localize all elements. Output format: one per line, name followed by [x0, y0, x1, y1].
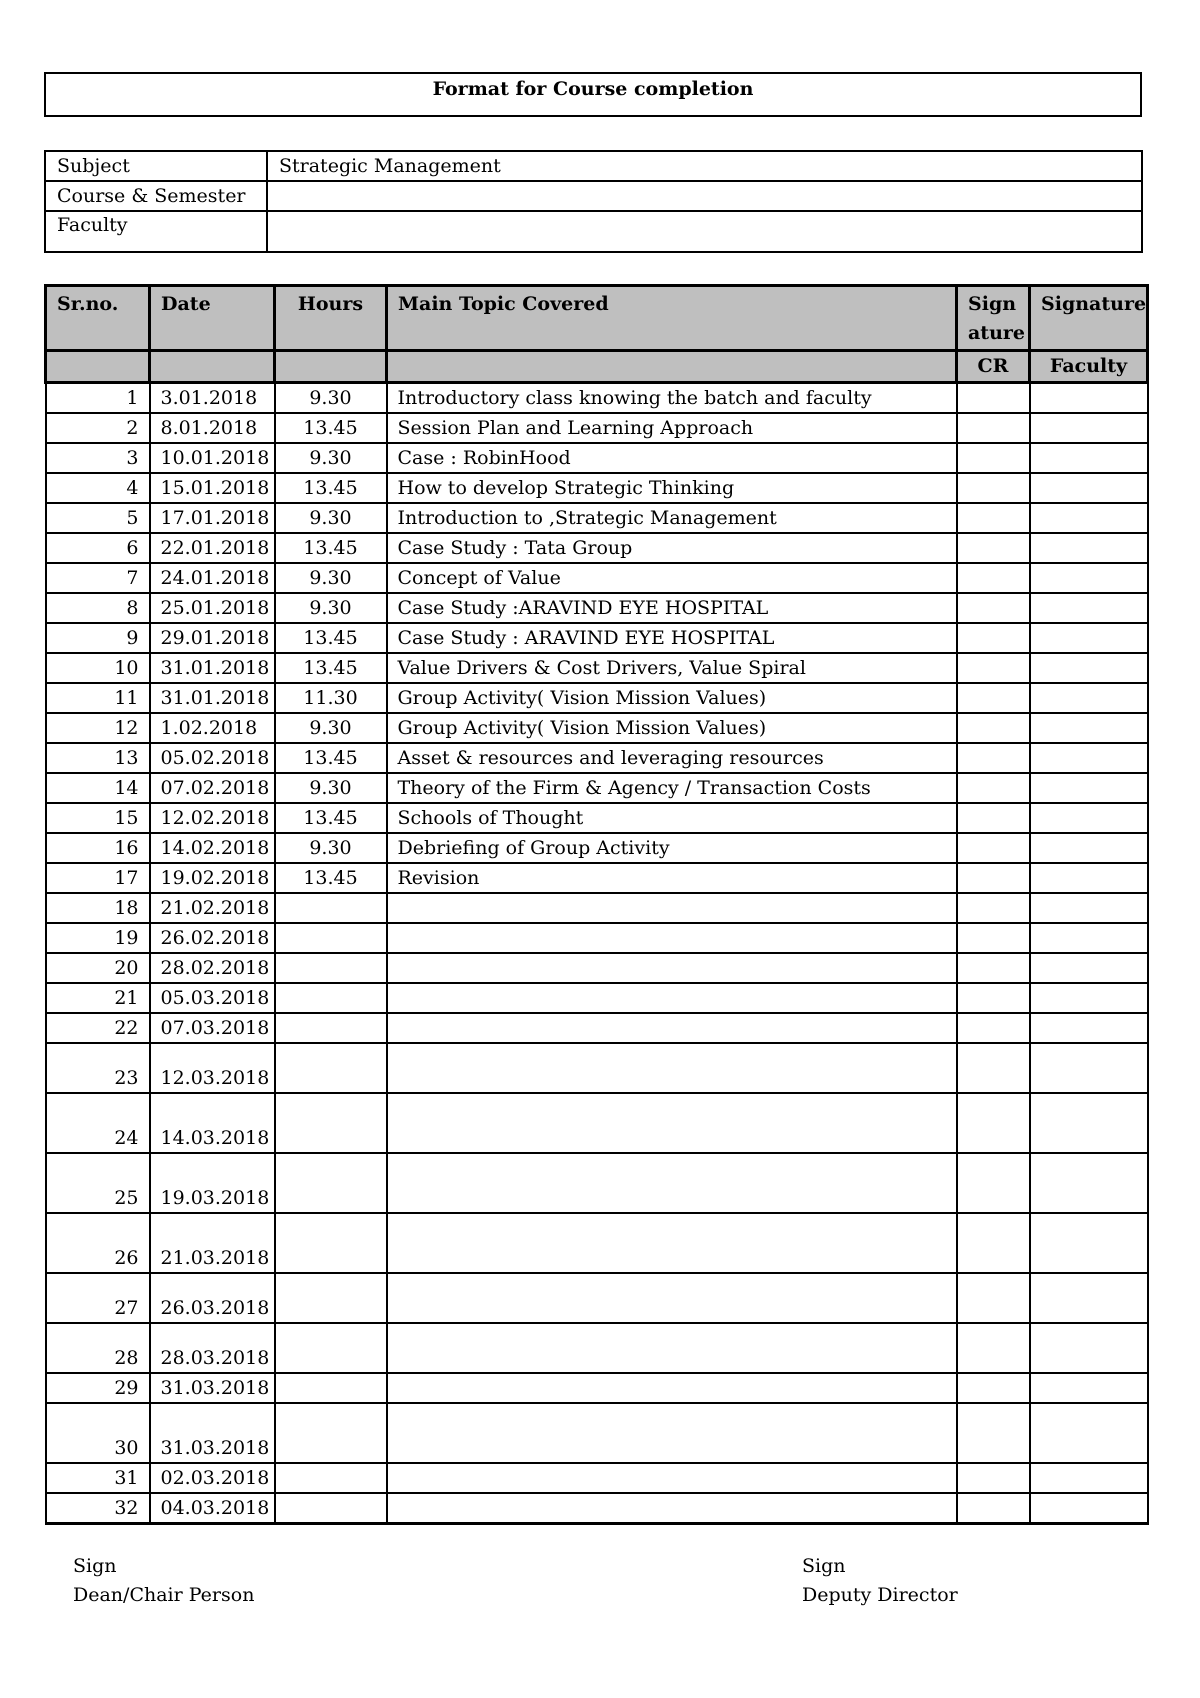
subject-label: Subject [45, 151, 267, 181]
signature-faculty-cell [1030, 803, 1148, 833]
subheader-row [46, 351, 1148, 383]
topic-cell [387, 1013, 957, 1043]
deputy-director-sign-label: Sign [802, 1555, 846, 1577]
subheader-blank [46, 351, 150, 383]
signature-cr-cell [957, 1403, 1030, 1463]
date-cell: 29.01.2018 [150, 623, 275, 653]
srno-cell: 16 [46, 833, 150, 863]
hours-cell: 9.30 [275, 503, 387, 533]
table-row [46, 563, 1148, 593]
signature-faculty-cell [1030, 503, 1148, 533]
signature-faculty-cell [1030, 1403, 1148, 1463]
date-cell: 24.01.2018 [150, 563, 275, 593]
hours-cell: 9.30 [275, 383, 387, 414]
hours-cell [275, 1153, 387, 1213]
signature-cr-cell [957, 953, 1030, 983]
signature-cr-cell [957, 773, 1030, 803]
course-semester-label: Course & Semester [45, 181, 267, 211]
signature-cr-cell [957, 1013, 1030, 1043]
hours-cell [275, 1463, 387, 1493]
hours-cell: 13.45 [275, 863, 387, 893]
hours-cell: 9.30 [275, 833, 387, 863]
topic-cell: Introductory class knowing the batch and faculty [387, 383, 957, 414]
topic-cell [387, 1403, 957, 1463]
topic-cell [387, 1093, 957, 1153]
faculty-label: Faculty [45, 211, 267, 252]
date-cell: 28.02.2018 [150, 953, 275, 983]
hours-cell: 13.45 [275, 803, 387, 833]
topic-cell: Revision [387, 863, 957, 893]
date-cell: 05.03.2018 [150, 983, 275, 1013]
srno-cell: 10 [46, 653, 150, 683]
topic-cell [387, 1493, 957, 1524]
topic-cell [387, 953, 957, 983]
signature-cr-cell [957, 1373, 1030, 1403]
signature-faculty-cell [1030, 1323, 1148, 1373]
srno-cell: 24 [46, 1093, 150, 1153]
topic-cell [387, 1213, 957, 1273]
table-row [46, 1373, 1148, 1403]
date-cell: 26.02.2018 [150, 923, 275, 953]
hours-cell [275, 1273, 387, 1323]
signature-faculty-cell [1030, 623, 1148, 653]
hours-cell: 9.30 [275, 443, 387, 473]
signature-cr-cell [957, 893, 1030, 923]
topic-cell: How to develop Strategic Thinking [387, 473, 957, 503]
topic-cell: Debriefing of Group Activity [387, 833, 957, 863]
date-cell: 31.03.2018 [150, 1403, 275, 1463]
signature-cr-cell [957, 1273, 1030, 1323]
table-row [46, 893, 1148, 923]
table-row [46, 743, 1148, 773]
signature-cr-cell [957, 533, 1030, 563]
signature-cr-cell [957, 743, 1030, 773]
date-cell: 28.03.2018 [150, 1323, 275, 1373]
table-row [46, 1273, 1148, 1323]
topic-cell [387, 1043, 957, 1093]
srno-cell: 29 [46, 1373, 150, 1403]
hours-cell [275, 893, 387, 923]
date-cell: 21.03.2018 [150, 1213, 275, 1273]
header-row [46, 286, 1148, 351]
topic-cell: Case : RobinHood [387, 443, 957, 473]
date-cell: 3.01.2018 [150, 383, 275, 414]
srno-cell: 4 [46, 473, 150, 503]
date-cell: 07.02.2018 [150, 773, 275, 803]
signature-cr-cell [957, 473, 1030, 503]
srno-cell: 6 [46, 533, 150, 563]
srno-cell: 30 [46, 1403, 150, 1463]
date-cell: 31.01.2018 [150, 653, 275, 683]
srno-cell: 31 [46, 1463, 150, 1493]
subheader-faculty: Faculty [1030, 351, 1148, 383]
srno-cell: 25 [46, 1153, 150, 1213]
faculty-row [45, 211, 1142, 252]
srno-cell: 5 [46, 503, 150, 533]
table-row [46, 773, 1148, 803]
srno-cell: 2 [46, 413, 150, 443]
subheader-blank [275, 351, 387, 383]
hours-cell: 13.45 [275, 653, 387, 683]
signature-cr-cell [957, 623, 1030, 653]
hours-cell [275, 923, 387, 953]
signature-cr-cell [957, 503, 1030, 533]
signature-faculty-cell [1030, 743, 1148, 773]
hours-cell: 13.45 [275, 533, 387, 563]
signature-faculty-cell [1030, 533, 1148, 563]
dean-role-label: Dean/Chair Person [73, 1584, 255, 1606]
signature-faculty-cell [1030, 1463, 1148, 1493]
hours-cell [275, 1213, 387, 1273]
course-semester-value [267, 181, 1142, 211]
topic-cell: Schools of Thought [387, 803, 957, 833]
signature-cr-cell [957, 443, 1030, 473]
table-row [46, 953, 1148, 983]
course-info-table [44, 150, 1143, 253]
topic-cell [387, 1153, 957, 1213]
signature-cr-cell [957, 803, 1030, 833]
date-cell: 04.03.2018 [150, 1493, 275, 1524]
srno-cell: 23 [46, 1043, 150, 1093]
subheader-cr: CR [957, 351, 1030, 383]
signature-faculty-cell [1030, 1213, 1148, 1273]
signature-faculty-cell [1030, 983, 1148, 1013]
session-log-table [44, 284, 1149, 1525]
date-cell: 10.01.2018 [150, 443, 275, 473]
signature-faculty-cell [1030, 953, 1148, 983]
header-date: Date [150, 286, 275, 351]
srno-cell: 26 [46, 1213, 150, 1273]
header-signature-cr: Sign ature [957, 286, 1030, 351]
table-row [46, 1323, 1148, 1373]
table-row [46, 983, 1148, 1013]
table-row [46, 863, 1148, 893]
topic-cell: Case Study :ARAVIND EYE HOSPITAL [387, 593, 957, 623]
hours-cell [275, 1403, 387, 1463]
topic-cell [387, 893, 957, 923]
signature-cr-cell [957, 923, 1030, 953]
subject-value: Strategic Management [267, 151, 1142, 181]
hours-cell: 9.30 [275, 773, 387, 803]
faculty-value [267, 211, 1142, 252]
table-row [46, 1463, 1148, 1493]
signature-cr-cell [957, 713, 1030, 743]
hours-cell: 9.30 [275, 593, 387, 623]
topic-cell: Value Drivers & Cost Drivers, Value Spiral [387, 653, 957, 683]
table-row [46, 653, 1148, 683]
table-row [46, 533, 1148, 563]
topic-cell: Session Plan and Learning Approach [387, 413, 957, 443]
hours-cell [275, 1013, 387, 1043]
table-row [46, 1493, 1148, 1524]
signature-cr-cell [957, 413, 1030, 443]
hours-cell: 13.45 [275, 743, 387, 773]
header-hours: Hours [275, 286, 387, 351]
table-row [46, 503, 1148, 533]
srno-cell: 21 [46, 983, 150, 1013]
srno-cell: 27 [46, 1273, 150, 1323]
header-signature-faculty: Signature [1030, 286, 1148, 351]
hours-cell [275, 1373, 387, 1403]
signature-faculty-cell [1030, 443, 1148, 473]
date-cell: 05.02.2018 [150, 743, 275, 773]
date-cell: 12.02.2018 [150, 803, 275, 833]
subheader-blank [150, 351, 275, 383]
topic-cell [387, 923, 957, 953]
date-cell: 19.03.2018 [150, 1153, 275, 1213]
signature-faculty-cell [1030, 1043, 1148, 1093]
signature-faculty-cell [1030, 713, 1148, 743]
table-row [46, 1153, 1148, 1213]
signature-faculty-cell [1030, 923, 1148, 953]
signature-faculty-cell [1030, 863, 1148, 893]
table-row [46, 413, 1148, 443]
topic-cell: Group Activity( Vision Mission Values) [387, 713, 957, 743]
date-cell: 31.01.2018 [150, 683, 275, 713]
hours-cell [275, 983, 387, 1013]
signature-faculty-cell [1030, 773, 1148, 803]
signature-cr-cell [957, 383, 1030, 414]
topic-cell [387, 1373, 957, 1403]
signature-cr-cell [957, 833, 1030, 863]
srno-cell: 9 [46, 623, 150, 653]
dean-signature-block [73, 1552, 254, 1610]
signature-faculty-cell [1030, 683, 1148, 713]
hours-cell [275, 1093, 387, 1153]
date-cell: 12.03.2018 [150, 1043, 275, 1093]
signature-faculty-cell [1030, 1493, 1148, 1524]
table-row [46, 593, 1148, 623]
signature-cr-cell [957, 863, 1030, 893]
signature-faculty-cell [1030, 653, 1148, 683]
hours-cell: 9.30 [275, 713, 387, 743]
signature-faculty-cell [1030, 563, 1148, 593]
table-row [46, 383, 1148, 414]
signature-cr-cell [957, 1323, 1030, 1373]
topic-cell [387, 1323, 957, 1373]
signature-faculty-cell [1030, 383, 1148, 414]
date-cell: 31.03.2018 [150, 1373, 275, 1403]
signature-cr-cell [957, 1493, 1030, 1524]
srno-cell: 19 [46, 923, 150, 953]
hours-cell: 13.45 [275, 623, 387, 653]
table-row [46, 1043, 1148, 1093]
signature-faculty-cell [1030, 593, 1148, 623]
date-cell: 14.03.2018 [150, 1093, 275, 1153]
signature-cr-cell [957, 1463, 1030, 1493]
srno-cell: 3 [46, 443, 150, 473]
signature-cr-cell [957, 653, 1030, 683]
date-cell: 15.01.2018 [150, 473, 275, 503]
topic-cell [387, 1273, 957, 1323]
table-row [46, 623, 1148, 653]
header-srno: Sr.no. [46, 286, 150, 351]
topic-cell: Group Activity( Vision Mission Values) [387, 683, 957, 713]
srno-cell: 28 [46, 1323, 150, 1373]
signature-faculty-cell [1030, 833, 1148, 863]
srno-cell: 12 [46, 713, 150, 743]
signature-faculty-cell [1030, 413, 1148, 443]
date-cell: 21.02.2018 [150, 893, 275, 923]
table-row [46, 1093, 1148, 1153]
signature-cr-cell [957, 1093, 1030, 1153]
topic-cell [387, 1463, 957, 1493]
date-cell: 02.03.2018 [150, 1463, 275, 1493]
hours-cell: 13.45 [275, 413, 387, 443]
signature-cr-cell [957, 1043, 1030, 1093]
topic-cell: Case Study : ARAVIND EYE HOSPITAL [387, 623, 957, 653]
course-semester-row [45, 181, 1142, 211]
srno-cell: 15 [46, 803, 150, 833]
topic-cell: Theory of the Firm & Agency / Transaction Costs [387, 773, 957, 803]
date-cell: 8.01.2018 [150, 413, 275, 443]
date-cell: 26.03.2018 [150, 1273, 275, 1323]
hours-cell [275, 1043, 387, 1093]
srno-cell: 1 [46, 383, 150, 414]
signature-cr-cell [957, 983, 1030, 1013]
date-cell: 14.02.2018 [150, 833, 275, 863]
table-row [46, 1403, 1148, 1463]
table-row [46, 833, 1148, 863]
hours-cell: 13.45 [275, 473, 387, 503]
signature-faculty-cell [1030, 1273, 1148, 1323]
hours-cell [275, 1493, 387, 1524]
table-row [46, 1013, 1148, 1043]
date-cell: 25.01.2018 [150, 593, 275, 623]
signature-faculty-cell [1030, 1373, 1148, 1403]
date-cell: 07.03.2018 [150, 1013, 275, 1043]
signature-cr-cell [957, 1213, 1030, 1273]
signature-faculty-cell [1030, 1093, 1148, 1153]
srno-cell: 20 [46, 953, 150, 983]
dean-sign-label: Sign [73, 1555, 117, 1577]
table-row [46, 683, 1148, 713]
date-cell: 1.02.2018 [150, 713, 275, 743]
topic-cell: Asset & resources and leveraging resources [387, 743, 957, 773]
signature-faculty-cell [1030, 1153, 1148, 1213]
signature-cr-cell [957, 1153, 1030, 1213]
srno-cell: 13 [46, 743, 150, 773]
date-cell: 19.02.2018 [150, 863, 275, 893]
table-row [46, 1213, 1148, 1273]
date-cell: 22.01.2018 [150, 533, 275, 563]
deputy-director-role-label: Deputy Director [802, 1584, 958, 1606]
signature-cr-cell [957, 563, 1030, 593]
table-row [46, 473, 1148, 503]
date-cell: 17.01.2018 [150, 503, 275, 533]
srno-cell: 17 [46, 863, 150, 893]
srno-cell: 32 [46, 1493, 150, 1524]
header-topic: Main Topic Covered [387, 286, 957, 351]
table-row [46, 713, 1148, 743]
signature-cr-cell [957, 593, 1030, 623]
table-row [46, 803, 1148, 833]
topic-cell: Case Study : Tata Group [387, 533, 957, 563]
page-title: Format for Course completion [44, 72, 1142, 117]
srno-cell: 11 [46, 683, 150, 713]
srno-cell: 22 [46, 1013, 150, 1043]
hours-cell: 11.30 [275, 683, 387, 713]
signature-faculty-cell [1030, 893, 1148, 923]
topic-cell: Introduction to ,Strategic Management [387, 503, 957, 533]
signature-faculty-cell [1030, 1013, 1148, 1043]
hours-cell [275, 953, 387, 983]
subheader-blank [387, 351, 957, 383]
subject-row [45, 151, 1142, 181]
srno-cell: 18 [46, 893, 150, 923]
hours-cell: 9.30 [275, 563, 387, 593]
srno-cell: 14 [46, 773, 150, 803]
srno-cell: 8 [46, 593, 150, 623]
hours-cell [275, 1323, 387, 1373]
signature-cr-cell [957, 683, 1030, 713]
topic-cell [387, 983, 957, 1013]
deputy-director-signature-block [802, 1552, 958, 1610]
signature-faculty-cell [1030, 473, 1148, 503]
topic-cell: Concept of Value [387, 563, 957, 593]
table-row [46, 923, 1148, 953]
table-row [46, 443, 1148, 473]
srno-cell: 7 [46, 563, 150, 593]
